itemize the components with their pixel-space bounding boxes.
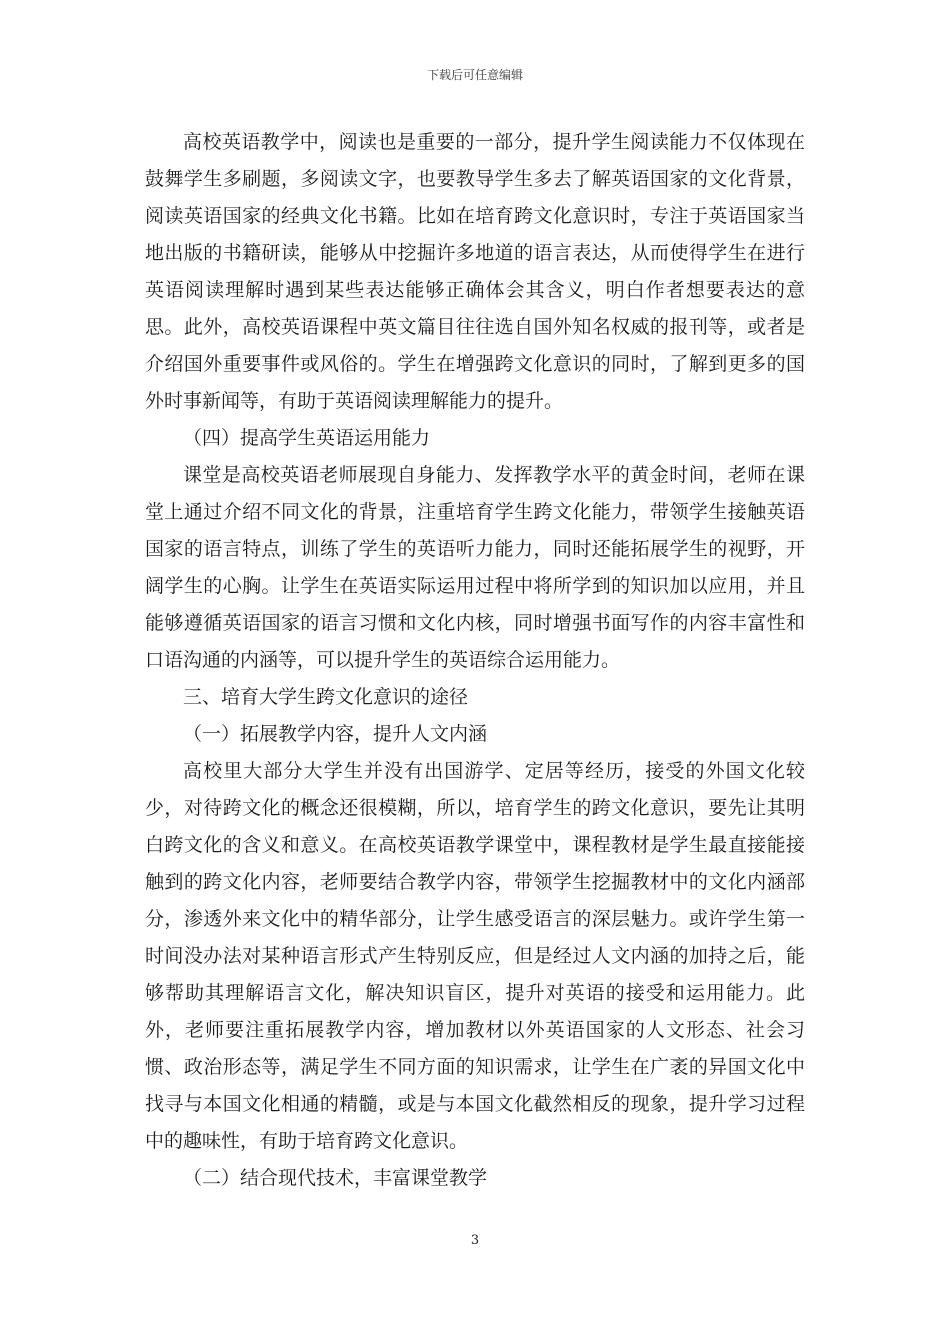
section-heading-1: （一）拓展教学内容，提升人文内涵 (183, 723, 488, 745)
chapter-heading-3: 三、培育大学生跨文化意识的途径 (183, 686, 469, 708)
section-heading-2: （二）结合现代技术，丰富课堂教学 (183, 1167, 488, 1189)
page-number: 3 (470, 1233, 480, 1248)
paragraph-classroom: 课堂是高校英语老师展现自身能力、发挥教学水平的黄金时间，老师在课堂上通过介绍不同文化的背景，注重培育学生跨文化能力，带领学生接触英语国家的语言特点，训练了学生的英语听力能力，同时还能拓展学生的视野，开阔学生的心胸。让学生在英语实际运用过程中将所学到的知识加以应用，并且能够遵循英语国家的语言习惯和文化内核，同时增强书面写作的内容丰富性和口语沟通的内涵等，可以提升学生的英语综合运用能力。 (145, 464, 805, 671)
paragraph-reading: 高校英语教学中，阅读也是重要的一部分，提升学生阅读能力不仅体现在鼓舞学生多刷题，多阅读文字，也要教导学生多去了解英语国家的文化背景，阅读英语国家的经典文化书籍。比如在培育跨文化意识时，专注于英语国家当地出版的书籍研读，能够从中挖掘许多地道的语言表达，从而使得学生在进行英语阅读理解时遇到某些表达能够正确体会其含义，明白作者想要表达的意思。此外，高校英语课程中英文篇目往往选自国外知名权威的报刊等，或者是介绍国外重要事件或风俗的。学生在增强跨文化意识的同时，了解到更多的国外时事新闻等，有助于英语阅读理解能力的提升。 (145, 131, 805, 412)
document-body (145, 124, 805, 1197)
section-heading-4: （四）提高学生英语运用能力 (183, 427, 431, 449)
paragraph-teaching-content: 高校里大部分大学生并没有出国游学、定居等经历，接受的外国文化较少，对待跨文化的概念还很模糊，所以，培育学生的跨文化意识，要先让其明白跨文化的含义和意义。在高校英语教学课堂中，课程教材是学生最直接能接触到的跨文化内容，老师要结合教学内容，带领学生挖掘教材中的文化内涵部分，渗透外来文化中的精华部分，让学生感受语言的深层魅力。或许学生第一时间没办法对某种语言形式产生特别反应，但是经过人文内涵的加持之后，能够帮助其理解语言文化，解决知识盲区，提升对英语的接受和运用能力。此外，老师要注重拓展教学内容，增加教材以外英语国家的人文形态、社会习惯、政治形态等，满足学生不同方面的知识需求，让学生在广袤的异国文化中找寻与本国文化相通的精髓，或是与本国文化截然相反的现象，提升学习过程中的趣味性，有助于培育跨文化意识。 (145, 760, 805, 1152)
page-header: 下载后可任意编辑 (426, 68, 523, 82)
